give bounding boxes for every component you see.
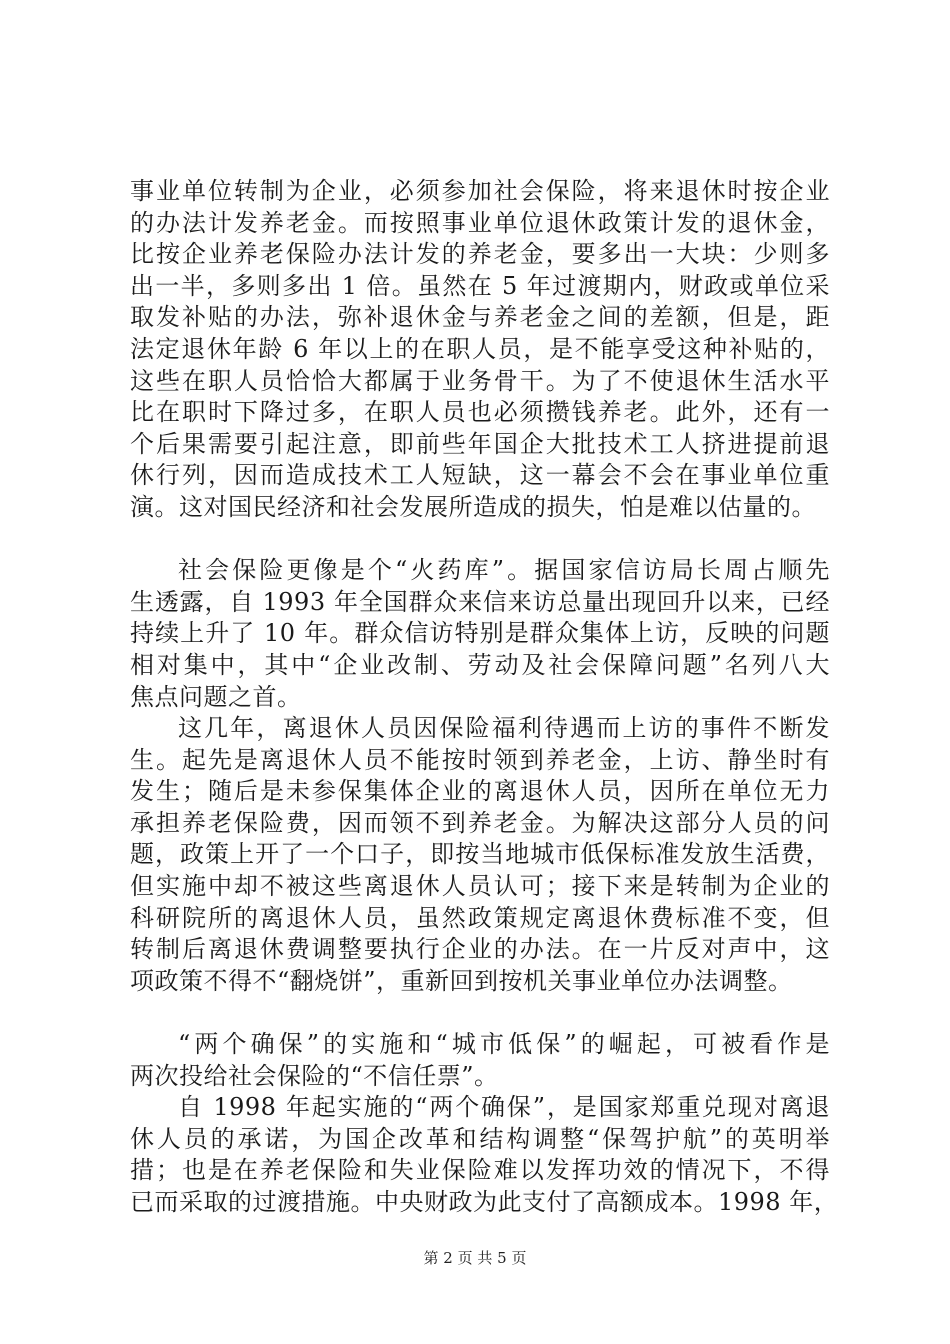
text-line: 这几年，离退休人员因保险福利待遇而上访的事件不断发 [178,714,830,743]
text-line: 科研院所的离退休人员，虽然政策规定离退休费标准不变，但 [130,903,830,932]
page-footer: 第 2 页 共 5 页 [423,1249,527,1267]
paragraph-gap [130,997,830,1029]
text-line: 措；也是在养老保险和失业保险难以发挥功效的情况下，不得 [130,1156,830,1185]
paragraph [130,713,830,997]
text-line: 自 1998 年起实施的“两个确保”，是国家郑重兑现对离退 [178,1093,830,1122]
paragraph-gap [130,524,830,556]
paragraph [130,555,830,713]
text-line: “两个确保”的实施和“城市低保”的崛起，可被看作是 [178,1030,830,1059]
text-line: 承担养老保险费，因而领不到养老金。为解决这部分人员的问 [130,808,830,837]
text-line: 的办法计发养老金。而按照事业单位退休政策计发的退休金， [130,208,830,237]
text-line: 发生；随后是未参保集体企业的离退休人员，因所在单位无力 [130,777,830,806]
paragraph [130,1092,839,1218]
text-line: 题，政策上开了一个口子，即按当地城市低保标准发放生活费， [130,840,830,869]
text-line: 生。起先是离退休人员不能按时领到养老金，上访、静坐时有 [130,745,830,774]
text-line: 法定退休年龄 6 年以上的在职人员，是不能享受这种补贴的， [130,334,830,363]
text-line: 个后果需要引起注意，即前些年国企大批技术工人挤进提前退 [130,429,830,458]
paragraph [130,176,830,524]
text-line: 转制后离退休费调整要执行企业的办法。在一片反对声中，这 [130,935,830,964]
text-line: 两次投给社会保险的“不信任票”。 [130,1061,499,1090]
text-line: 比在职时下降过多，在职人员也必须攒钱养老。此外，还有一 [130,398,830,427]
text-line: 相对集中，其中“企业改制、劳动及社会保障问题”名列八大 [130,650,830,679]
paragraph [130,1029,830,1092]
text-line: 已而采取的过渡措施。中央财政为此支付了高额成本。1998 年， [130,1188,839,1216]
text-line: 项政策不得不“翻烧饼”，重新回到按机关事业单位办法调整。 [130,966,793,995]
text-line: 休人员的承诺，为国企改革和结构调整“保驾护航”的英明举 [130,1124,830,1153]
text-line: 这些在职人员恰恰大都属于业务骨干。为了不使退休生活水平 [130,366,830,395]
text-line: 社会保险更像是个“火药库”。据国家信访局长周占顺先 [178,556,830,585]
document-body [130,176,839,1219]
text-line: 休行列，因而造成技术工人短缺，这一幕会不会在事业单位重 [130,461,830,490]
text-line: 事业单位转制为企业，必须参加社会保险，将来退休时按企业 [130,177,830,205]
text-line: 持续上升了 10 年。群众信访特别是群众集体上访，反映的问题 [130,619,830,648]
text-line: 生透露，自 1993 年全国群众来信来访总量出现回升以来，已经 [130,587,830,616]
text-line: 焦点问题之首。 [130,682,302,711]
text-line: 比按企业养老保险办法计发的养老金，要多出一大块：少则多 [130,240,830,269]
text-line: 但实施中却不被这些离退休人员认可；接下来是转制为企业的 [130,872,830,901]
text-line: 取发补贴的办法，弥补退休金与养老金之间的差额，但是，距 [130,303,830,332]
text-line: 演。这对国民经济和社会发展所造成的损失，怕是难以估量的。 [130,492,816,521]
text-line: 出一半，多则多出 1 倍。虽然在 5 年过渡期内，财政或单位采 [130,271,830,300]
